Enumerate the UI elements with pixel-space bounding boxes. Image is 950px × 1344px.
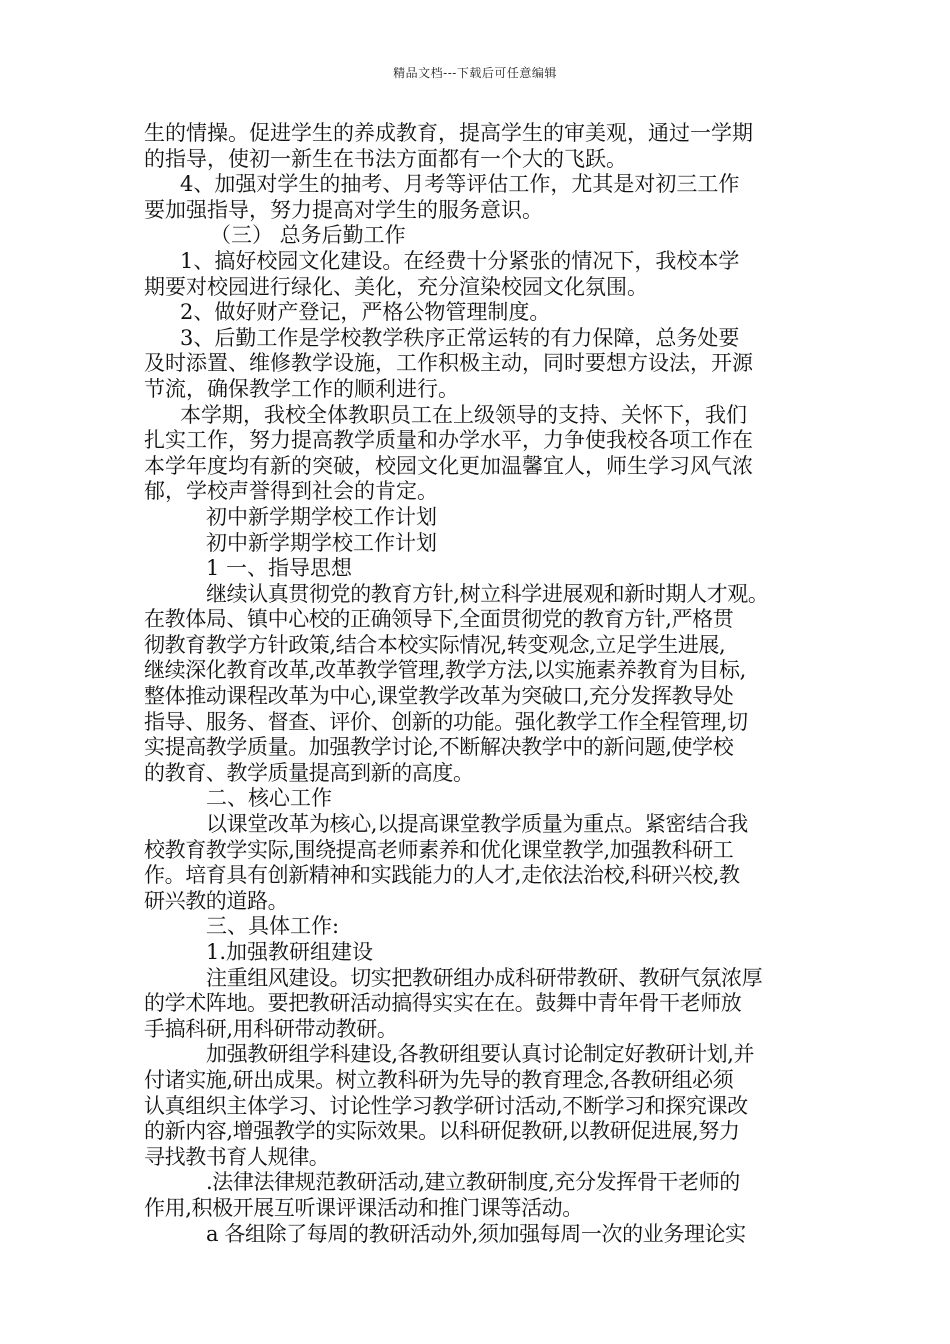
text-line: 认真组织主体学习、讨论性学习教学研讨活动,不断学习和探究课改	[144, 1093, 748, 1118]
page-header-note: 精品文档---下载后可任意编辑	[393, 66, 557, 80]
document-title: 初中新学期学校工作计划	[206, 504, 437, 529]
text-line: 要加强指导，努力提高对学生的服务意识。	[144, 197, 543, 222]
text-line: .法律法律规范教研活动,建立教研制度,充分发挥骨干老师的	[206, 1170, 740, 1195]
text-line: 整体推动课程改革为中心,课堂教学改革为突破口,充分发挥教导处	[144, 684, 734, 709]
text-line: 加强教研组学科建设,各教研组要认真讨论制定好教研计划,并	[206, 1042, 755, 1067]
text-line: 彻教育教学方针政策,结合本校实际情况,转变观念,立足学生进展,	[144, 632, 726, 657]
text-line: 1、搞好校园文化建设。在经费十分紧张的情况下，我校本学	[180, 248, 740, 273]
text-line: 及时添置、维修教学设施，工作积极主动，同时要想方设法，开源	[144, 351, 753, 376]
text-line: 实提高教学质量。加强教学讨论,不断解决教学中的新问题,使学校	[144, 735, 734, 760]
text-line: 研兴教的道路。	[144, 888, 289, 913]
document-title: 初中新学期学校工作计划	[206, 530, 437, 555]
text-line: 扎实工作，努力提高教学质量和办学水平，力争使我校各项工作在	[144, 428, 753, 453]
text-line: a 各组除了每周的教研活动外,须加强每周一次的业务理论实	[206, 1221, 746, 1246]
text-line: 4、加强对学生的抽考、月考等评估工作，尤其是对初三工作	[180, 172, 740, 197]
section-heading: 二、核心工作	[206, 786, 332, 811]
text-line: 付诸实施,研出成果。树立教科研为先导的教育理念,各教研组必须	[144, 1067, 734, 1092]
text-line: 生的情操。促进学生的养成教育，提高学生的审美观，通过一学期	[144, 121, 753, 145]
text-line: 指导、服务、督查、评价、创新的功能。强化教学工作全程管理,切	[144, 709, 748, 734]
text-line: 在教体局、镇中心校的正确领导下,全面贯彻党的教育方针,严格贯	[144, 607, 734, 632]
text-line: 继续认真贯彻党的教育方针,树立科学进展观和新时期人才观。	[206, 581, 769, 606]
section-heading: 1 一、指导思想	[206, 556, 353, 581]
text-line: 继续深化教育改革,改革教学管理,教学方法,以实施素养教育为目标,	[144, 658, 746, 683]
text-line: 校教育教学实际,围绕提高老师素养和优化课堂教学,加强教科研工	[144, 837, 734, 862]
document-body	[144, 121, 816, 1247]
text-line: 3、后勤工作是学校教学秩序正常运转的有力保障，总务处要	[180, 325, 740, 350]
subsection-heading: 1.加强教研组建设	[206, 940, 374, 964]
text-line: 期要对校园进行绿化、美化，充分渲染校园文化氛围。	[144, 274, 648, 299]
text-line: 的学术阵地。要把教研活动搞得实实在在。鼓舞中青年骨干老师放	[144, 991, 742, 1016]
text-line: 本学年度均有新的突破，校园文化更加温馨宜人，师生学习风气浓	[144, 453, 753, 478]
text-line: 的指导，使初一新生在书法方面都有一个大的飞跃。	[144, 146, 627, 171]
text-line: 注重组风建设。切实把教研组办成科研带教研、教研气氛浓厚	[206, 965, 763, 990]
text-line: 作用,积极开展互听课评课活动和推门课等活动。	[144, 1195, 583, 1220]
text-line: 寻找教书育人规律。	[144, 1144, 330, 1169]
text-line: 郁，学校声誉得到社会的肯定。	[144, 479, 438, 504]
text-line: 2、做好财产登记，严格公物管理制度。	[180, 300, 551, 325]
section-heading: 三、具体工作:	[206, 914, 340, 939]
text-line: 作。培育具有创新精神和实践能力的人才,走依法治校,科研兴校,教	[144, 863, 740, 888]
text-line: 以课堂改革为核心,以提高课堂教学质量为重点。紧密结合我	[206, 812, 748, 837]
text-line: 的教育、教学质量提高到新的高度。	[144, 760, 474, 785]
text-line: 本学期，我校全体教职员工在上级领导的支持、关怀下，我们	[180, 402, 747, 427]
section-heading: （三） 总务后勤工作	[210, 223, 406, 248]
text-line: 节流，确保教学工作的顺利进行。	[144, 376, 459, 401]
text-line: 手搞科研,用科研带动教研。	[144, 1016, 398, 1041]
text-line: 的新内容,增强教学的实际效果。以科研促教研,以教研促进展,努力	[144, 1119, 740, 1144]
